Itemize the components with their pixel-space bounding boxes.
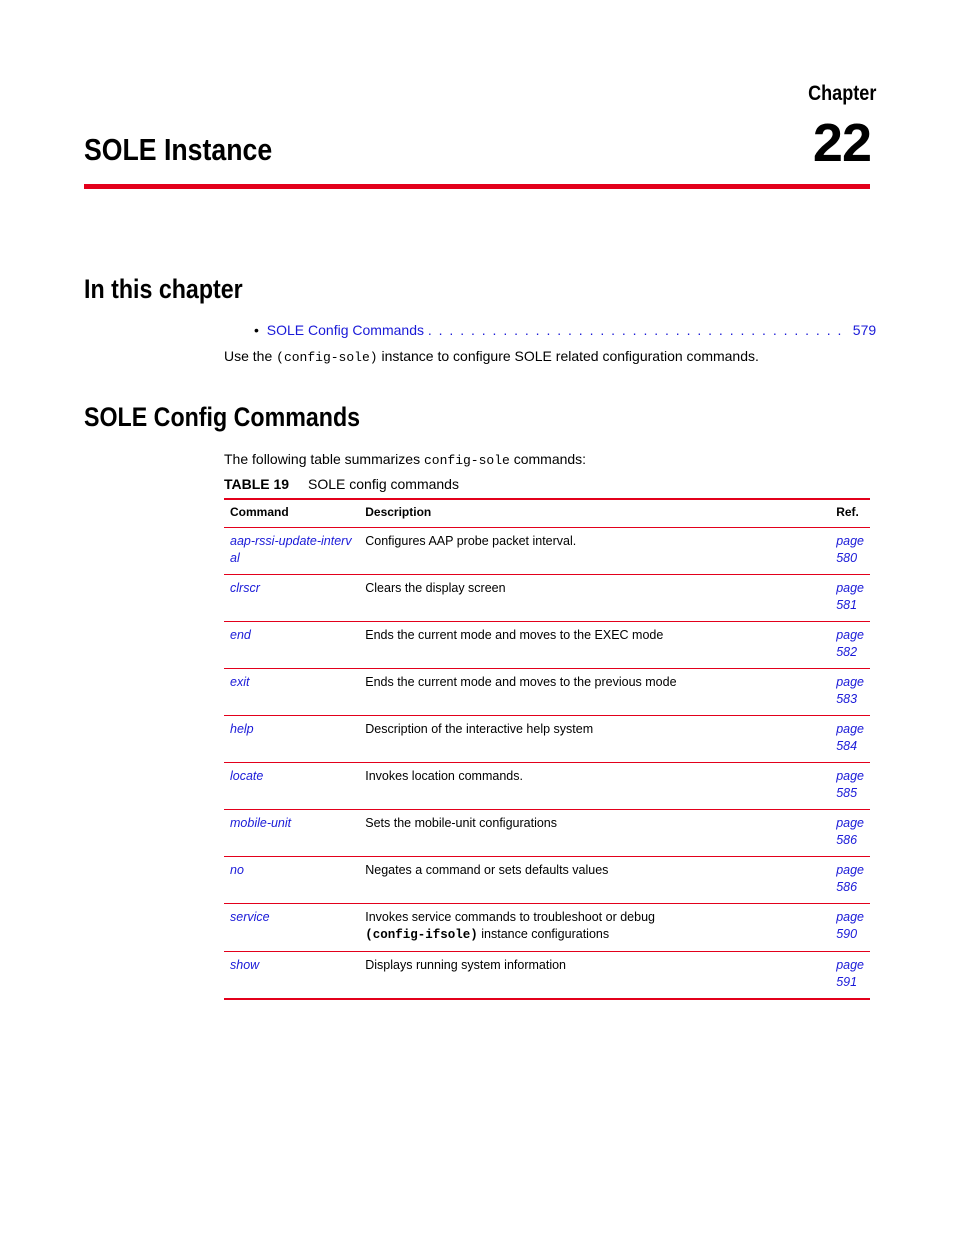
command-description: Invokes service commands to troubleshoot or debug (365, 910, 655, 924)
command-link[interactable]: exit (224, 669, 359, 716)
intro-text-after: instance to configure SOLE related configuration commands. (377, 348, 759, 364)
column-header-description: Description (359, 499, 830, 528)
table-row (224, 669, 870, 716)
page-reference-link[interactable]: page 580 (830, 528, 870, 575)
command-description: Invokes location commands. (359, 763, 830, 810)
table-row (224, 528, 870, 575)
table-row (224, 716, 870, 763)
page-reference-link[interactable]: page 586 (830, 857, 870, 904)
commands-table (224, 498, 870, 1000)
description-text-after: instance configurations (477, 927, 610, 941)
page-reference-link[interactable]: page 586 (830, 810, 870, 857)
command-link[interactable]: help (224, 716, 359, 763)
table-row (224, 622, 870, 669)
bullet-icon: • (254, 322, 259, 338)
command-link[interactable]: mobile-unit (224, 810, 359, 857)
toc-leader-dots: . . . . . . . . . . . . . . . . . . . . . . . . . . . . . . . . . . . . . . . (427, 322, 843, 338)
chapter-title: SOLE Instance (84, 132, 273, 167)
page-reference-link[interactable]: page 581 (830, 575, 870, 622)
toc-heading: In this chapter (84, 274, 243, 304)
table-row (224, 575, 870, 622)
command-description: Description of the interactive help system (359, 716, 830, 763)
table-row (224, 857, 870, 904)
section-heading: SOLE Config Commands (84, 402, 361, 432)
table-title: SOLE config commands (308, 476, 459, 492)
summary-text-after: commands: (509, 451, 587, 467)
page-reference-link[interactable]: page 585 (830, 763, 870, 810)
table-number: TABLE 19 (224, 476, 290, 492)
command-link[interactable]: locate (224, 763, 359, 810)
chapter-number: 22 (812, 113, 871, 173)
command-link[interactable]: no (224, 857, 359, 904)
command-description-cell (359, 904, 830, 952)
command-description: Clears the display screen (359, 575, 830, 622)
intro-code: (config-sole) (276, 350, 378, 365)
description-code: (config-ifsole) (365, 928, 478, 942)
chapter-title-rule (84, 184, 870, 189)
table-row (224, 810, 870, 857)
page-reference-link[interactable]: page 591 (830, 952, 870, 1000)
table-row (224, 763, 870, 810)
table-header-row (224, 499, 870, 528)
command-link[interactable]: service (224, 904, 359, 952)
column-header-ref: Ref. (830, 499, 870, 528)
command-link[interactable]: end (224, 622, 359, 669)
command-link[interactable]: show (224, 952, 359, 1000)
command-description: Configures AAP probe packet interval. (359, 528, 830, 575)
chapter-label: Chapter (807, 82, 876, 105)
column-header-command: Command (224, 499, 359, 528)
table-row (224, 904, 870, 952)
command-description: Sets the mobile-unit configurations (359, 810, 830, 857)
page-reference-link[interactable]: page 590 (830, 904, 870, 952)
toc-item-label[interactable]: SOLE Config Commands (266, 322, 424, 338)
summary-code: config-sole (423, 453, 510, 468)
command-description: Ends the current mode and moves to the EXEC mode (359, 622, 830, 669)
page-reference-link[interactable]: page 584 (830, 716, 870, 763)
summary-text-before: The following table summarizes (224, 451, 424, 467)
page-reference-link[interactable]: page 583 (830, 669, 870, 716)
command-link[interactable]: clrscr (224, 575, 359, 622)
toc-list (254, 322, 876, 338)
table-row (224, 952, 870, 1000)
intro-paragraph (224, 348, 759, 365)
toc-item[interactable] (254, 322, 876, 338)
command-description: Ends the current mode and moves to the previous mode (359, 669, 830, 716)
command-description: Displays running system information (359, 952, 830, 1000)
intro-text-before: Use the (224, 348, 277, 364)
page-reference-link[interactable]: page 582 (830, 622, 870, 669)
toc-item-page[interactable]: 579 (852, 322, 877, 338)
command-link[interactable]: aap-rssi-update-interval (224, 528, 359, 575)
summary-paragraph (224, 451, 586, 468)
table-caption (224, 476, 459, 492)
command-description: Negates a command or sets defaults values (359, 857, 830, 904)
